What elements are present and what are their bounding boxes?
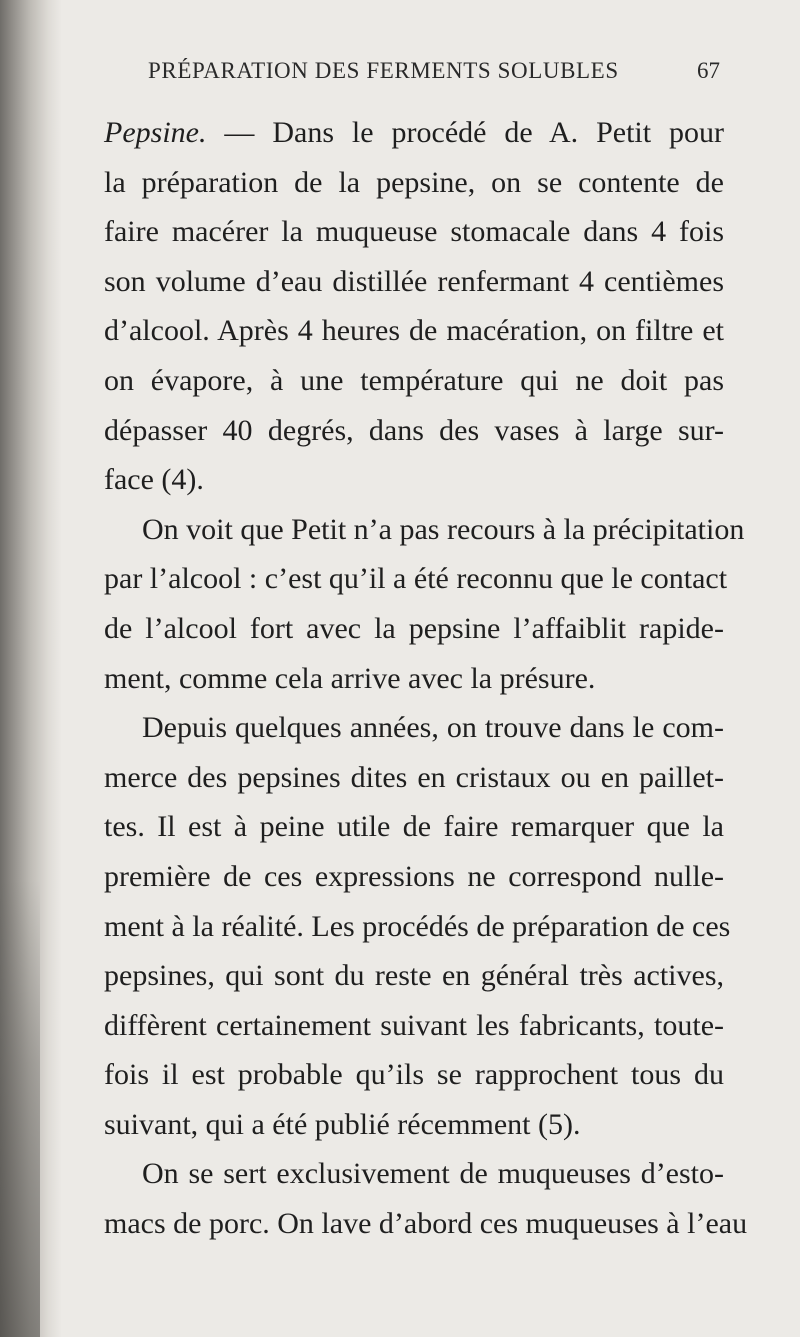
text-line: faire macérer la muqueuse stomacale dans 4 fois [104, 215, 724, 249]
section-lead: Pepsine. [104, 116, 207, 149]
text-line: On se sert exclusivement de muqueuses d’esto- [142, 1157, 724, 1191]
text-line: ment à la réalité. Les procédés de préparation de ces [104, 909, 731, 943]
text-line: par l’alcool : c’est qu’il a été reconnu que le contact [104, 562, 728, 596]
text-line: On voit que Petit n’a pas recours à la précipitation [142, 512, 745, 546]
text-line: son volume d’eau distillée renfermant 4 centièmes [104, 264, 724, 298]
page-edge-stain [0, 880, 40, 1337]
text-line: Pepsine. — Dans le procédé de A. Petit pour [104, 116, 724, 149]
text-line: tes. Il est à peine utile de faire remarquer que la [104, 810, 724, 844]
text-line: de l’alcool fort avec la pepsine l’affaiblit rapide- [104, 611, 724, 645]
text-line: fois il est probable qu’ils se rapprochent tous du [104, 1058, 724, 1092]
text-line: diffèrent certainement suivant les fabricants, toute- [104, 1008, 724, 1042]
text-line: on évapore, à une température qui ne doit pas [104, 363, 724, 397]
text-line: d’alcool. Après 4 heures de macération, on filtre et [104, 314, 724, 348]
text-line: suivant, qui a été publié récemment (5). [104, 1107, 581, 1141]
text-line: dépasser 40 degrés, dans des vases à large sur- [104, 413, 724, 447]
running-head [148, 58, 720, 94]
text-line: pepsines, qui sont du reste en général très actives, [104, 959, 724, 993]
text-line: face (4). [104, 463, 204, 497]
running-title: PRÉPARATION DES FERMENTS SOLUBLES [148, 58, 619, 83]
text-line: Depuis quelques années, on trouve dans le com- [142, 711, 724, 745]
text-line: la préparation de la pepsine, on se contente de [104, 165, 724, 199]
page-number: 67 [697, 58, 720, 83]
text-line: merce des pepsines dites en cristaux ou en paillet- [104, 760, 724, 794]
text-line: macs de porc. On lave d’abord ces muqueuses à l’eau [104, 1207, 748, 1241]
text-line: ment, comme cela arrive avec la présure. [104, 661, 596, 695]
text-line: première de ces expressions ne correspond nulle- [104, 859, 724, 893]
body-text [104, 108, 748, 1249]
